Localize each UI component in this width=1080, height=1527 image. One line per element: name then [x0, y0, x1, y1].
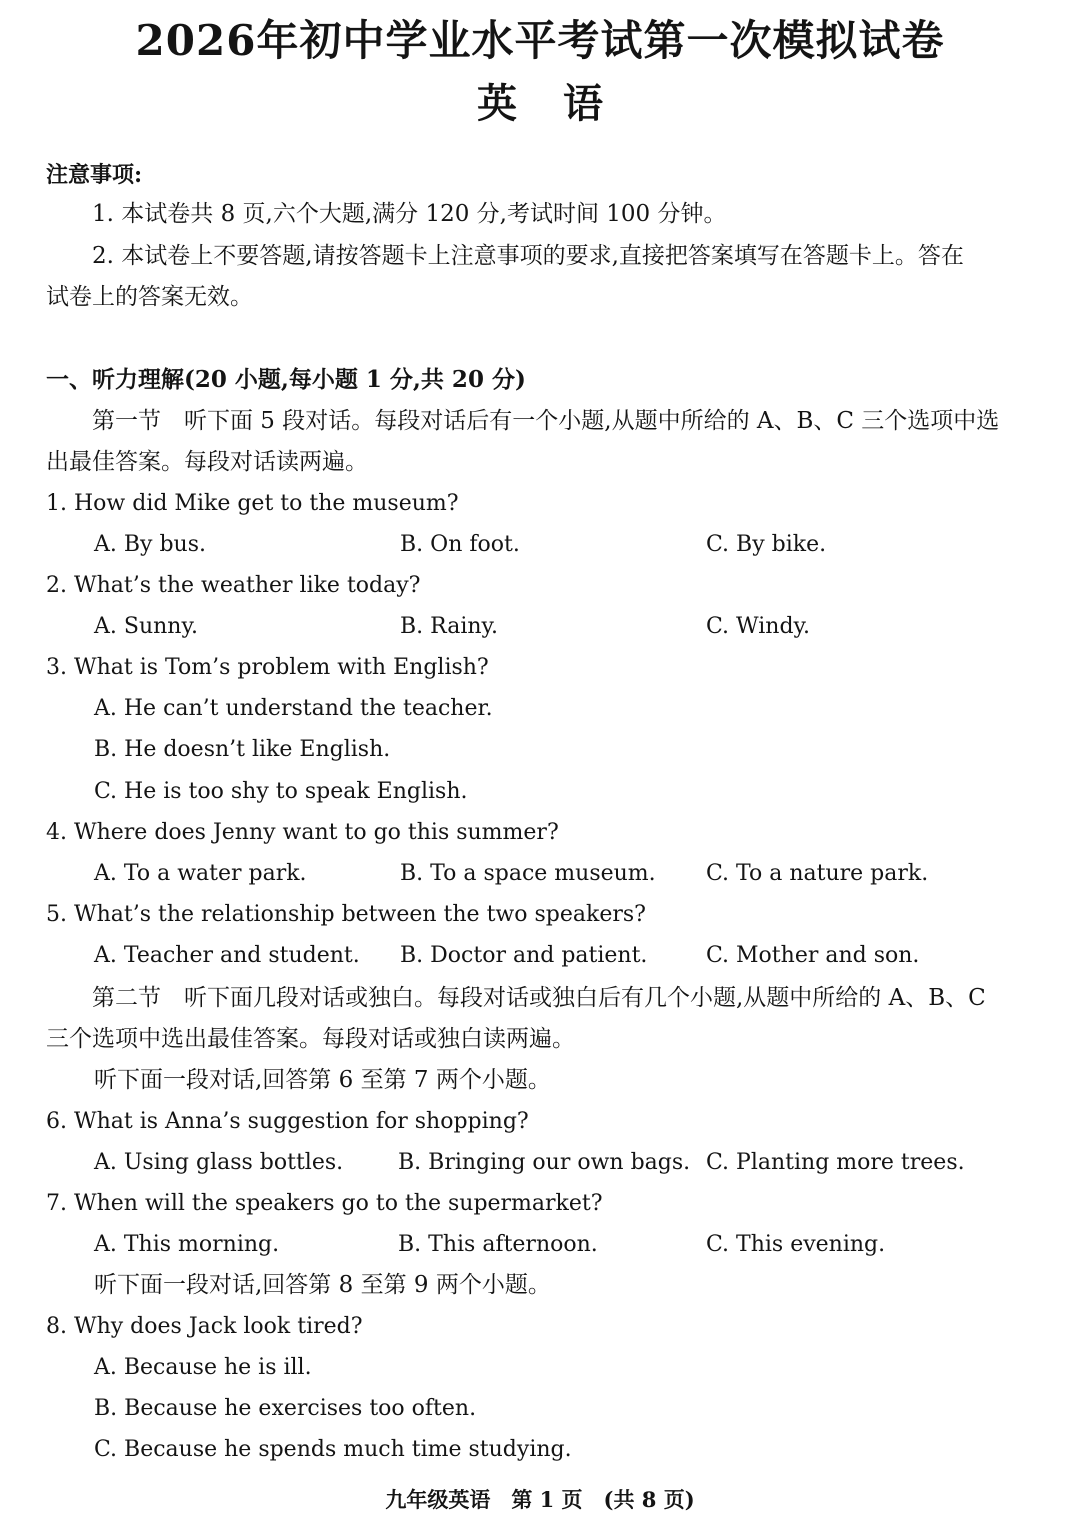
notice-heading: 注意事项: [46, 162, 143, 188]
question-6-option-b: B. Bringing our own bags. [398, 1150, 691, 1175]
question-7-option-c: C. This evening. [706, 1232, 886, 1257]
question-1-option-b: B. On foot. [400, 532, 520, 557]
question-8-option-c: C. Because he spends much time studying. [94, 1437, 572, 1462]
question-5-option-b: B. Doctor and patient. [400, 943, 648, 968]
question-2-option-c: C. Windy. [706, 614, 811, 639]
part-2-instruction-line-1: 第二节 听下面几段对话或独白。每段对话或独白后有几个小题,从题中所给的 A、B、C [92, 985, 986, 1011]
question-3-option-b: B. He doesn’t like English. [94, 737, 391, 762]
question-8: 8. Why does Jack look tired? [46, 1314, 363, 1339]
question-2-option-a: A. Sunny. [94, 614, 198, 639]
part-2-instruction-line-2: 三个选项中选出最佳答案。每段对话或独白读两遍。 [46, 1026, 575, 1052]
question-5-option-a: A. Teacher and student. [94, 943, 360, 968]
question-1: 1. How did Mike get to the museum? [46, 491, 459, 516]
page-footer: 九年级英语 第 1 页 (共 8 页) [385, 1487, 695, 1512]
exam-title: 2026年初中学业水平考试第一次模拟试卷 [135, 16, 945, 65]
question-8-option-a: A. Because he is ill. [94, 1355, 312, 1380]
question-4-option-a: A. To a water park. [94, 861, 307, 886]
part-1-instruction-line-1: 第一节 听下面 5 段对话。每段对话后有一个小题,从题中所给的 A、B、C 三个选项中选 [92, 408, 1000, 434]
instruction-questions-6-7: 听下面一段对话,回答第 6 至第 7 两个小题。 [94, 1067, 551, 1093]
question-7-option-b: B. This afternoon. [398, 1232, 598, 1257]
instruction-questions-8-9: 听下面一段对话,回答第 8 至第 9 两个小题。 [94, 1272, 551, 1298]
question-2-option-b: B. Rainy. [400, 614, 499, 639]
question-4-option-c: C. To a nature park. [706, 861, 929, 886]
question-2: 2. What’s the weather like today? [46, 573, 421, 598]
question-1-option-a: A. By bus. [94, 532, 206, 557]
question-4-option-b: B. To a space museum. [400, 861, 656, 886]
question-3-option-c: C. He is too shy to speak English. [94, 779, 468, 804]
question-7: 7. When will the speakers go to the supermarket? [46, 1191, 603, 1216]
question-4: 4. Where does Jenny want to go this summer? [46, 820, 559, 845]
question-5: 5. What’s the relationship between the two speakers? [46, 902, 646, 927]
question-8-option-b: B. Because he exercises too often. [94, 1396, 477, 1421]
question-6: 6. What is Anna’s suggestion for shopping? [46, 1109, 529, 1134]
part-1-instruction-line-2: 出最佳答案。每段对话读两遍。 [46, 449, 368, 475]
question-3-option-a: A. He can’t understand the teacher. [94, 696, 493, 721]
question-5-option-c: C. Mother and son. [706, 943, 920, 968]
question-7-option-a: A. This morning. [94, 1232, 280, 1257]
notice-item-2-line-1: 2. 本试卷上不要答题,请按答题卡上注意事项的要求,直接把答案填写在答题卡上。答在 [92, 243, 964, 269]
question-1-option-c: C. By bike. [706, 532, 827, 557]
question-6-option-a: A. Using glass bottles. [94, 1150, 344, 1175]
section-1-heading: 一、听力理解(20 小题,每小题 1 分,共 20 分) [46, 366, 526, 393]
question-3: 3. What is Tom’s problem with English? [46, 655, 489, 680]
notice-item-1: 1. 本试卷共 8 页,六个大题,满分 120 分,考试时间 100 分钟。 [92, 201, 727, 227]
question-6-option-c: C. Planting more trees. [706, 1150, 965, 1175]
notice-item-2-line-2: 试卷上的答案无效。 [46, 284, 253, 310]
subject-title: 英语 [477, 80, 649, 127]
